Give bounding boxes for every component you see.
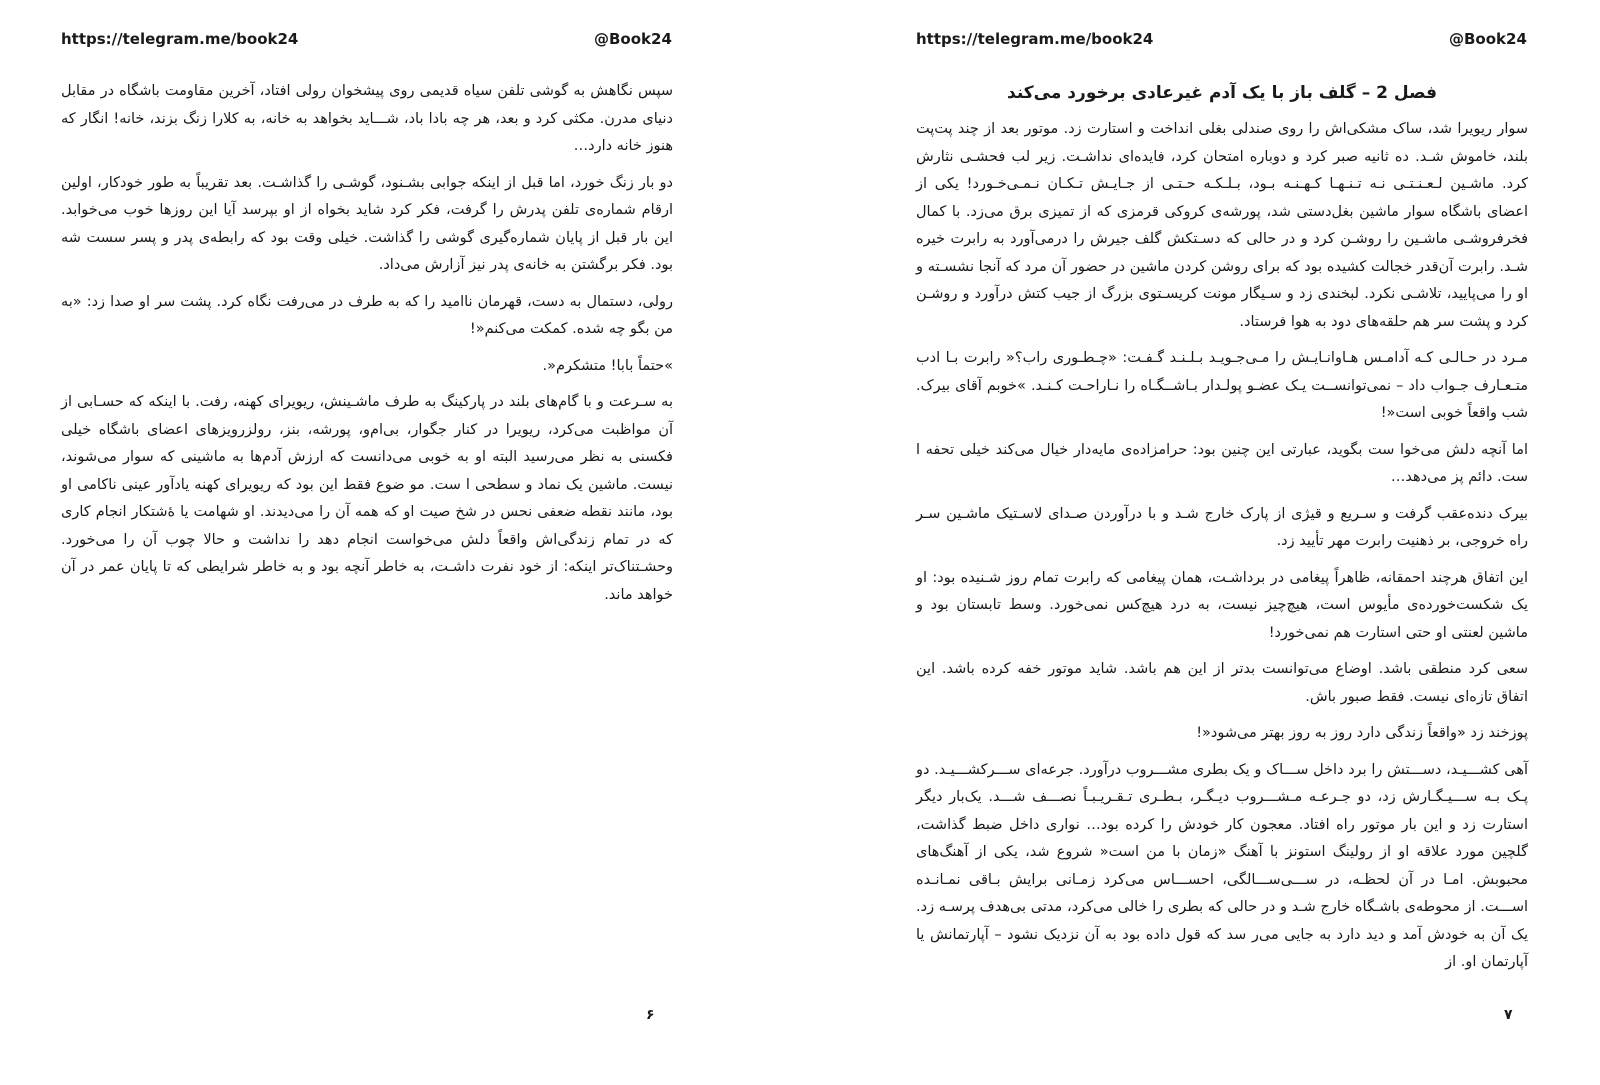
paragraph: دو بار زنگ خورد، اما قبل از اینکه جوابی بشـنود، گوشـی را گذاشـت. بعد تقریباً به طور خودکار، اولین ارقام شماره‌ی تلفن پدرش را گرفت، فکر کرد شاید بخواه از او بپرسد آیا این روزها خوب می‌خوابد. این بار قبل از پایان شماره‌گیری گوشی را گذاشت. خیلی وقت بود که رابطه‌ی پدر و پسر سست شه بود. فکر برگشتن به خانه‌ی پدر نیز آزارش می‌داد. <box>61 174 673 273</box>
paragraph: »حتماً بابا! متشکرم«. <box>542 357 673 374</box>
paragraph: بیرک دنده‌عقب گرفت و سـریع و قیژی از پارک خارج شـد و با درآوردن صـدای لاسـتیک ماشـین سـر راه خروجی، بر ذهنیت رابرت مهر تأیید زد. <box>916 505 1528 549</box>
paragraph: رولی، دستمال به دست، قهرمان ناامید را که به طرف در می‌رفت نگاه کرد. پشت سر او صدا زد: «به من بگو چه شده. کمکت می‌کنم«! <box>61 293 673 337</box>
paragraph: سعی کرد منطقی باشد. اوضاع می‌توانست بدتر از این هم باشد. شاید موتور خفه کرده باشد. این اتفاق تازه‌ای نیست. فقط صبور باش. <box>916 661 1528 705</box>
chapter-title: فصل 2 – گلف باز با یک آدم غیرعادی برخورد می‌کند <box>1007 83 1437 103</box>
paragraph: به سـرعت و با گام‌های بلند در پارکینگ به طرف ماشـینش، ریویرای کهنه، رفت. با اینکه که حسـابی از آن مواظبت می‌کرد، ریویرا در کنار جگوار، بی‌ام‌و، پورشه، بنز، رولزرویزهای اعضای باشگاه خیلی فکسنی به نظر می‌رسید البته او به خوبی می‌دانست که ارزش آدم‌ها به ماشینی که سوار می‌شوند، نیست. ماشین یک نماد و سطحی ا ست. مو ضوع فقط این بود که ریویرای کهنه یادآور عینی ناکامی او بود، مانند نقطه ضعفی نحس در شخ صیت او که همه آن را می‌دیدند. او شهامت یا ۀشتکار انجام کاری که در تمام زندگی‌اش واقعاً دلش می‌خواست انجام دهد را نداشت و حالا چوب آن را می‌خورد. وحشـتناک‌تر اینکه: از خود نفرت داشـت، به خاطر آنچه بود و به خاطر شرایطی که تا پایان عمر در آن خواهد ماند. <box>61 394 673 603</box>
paragraph: آهی کشـــیـد، دســـتش را برد داخل ســـاک و یک بطری مشـــروب درآورد. جرعه‌ای ســـرکشـــیـد. دو پـک بـه ســـیـگـارش زد، دو جـرعـه مـشـــروب دیـگـر، بـطـری تـقـریـبـاً نصـــف شـــد. یک‌بار دیگر استارت زد و این بار موتور راه افتاد. معجون کار خودش را کرده بود… نواری داخل ضبط گذاشت، گلچین مورد علاقه او از رولینگ استونز با آهنگ «زمان با من است« شروع شد، یکی از آهنگ‌های محبوبش. امـا در آن لحظـه، در ســـی‌ســـالگی، احســـاس می‌کرد زمـانی برایش بـاقی نمـانـده اســـت. از محوطه‌ی باشـگاه خارج شـد و در حالی که بطری را خالی می‌کرد، مدتی بی‌هدف پرسـه زد. یک آن به خودش آمد و دید دارد به جایی می‌ر سد که قول داده بود به آن نزدیک نشود – آپارتمانش یا آپارتمان او. از <box>916 761 1528 970</box>
paragraph: سوار ریویرا شد، ساک مشکی‌اش را روی صندلی بغلی انداخت و استارت زد. موتور بعد از چند پت‌پت بلند، خاموش شـد. ده ثانیه صبر کرد و دوباره امتحان کرد، فایده‌ای نداشـت. زیر لب فحشـی نثارش کرد. ماشـین لـعـنـتـی نـه تـنـهـا کـهـنـه بـود، بـلـکـه حـتـی از جـایـش تـکـان نـمـی‌خـورد! یکی از اعضای باشگاه سوار ماشین بغل‌دستی شد، پورشه‌ی کروکی قرمزی که از تمیزی برق می‌زد. با کمال فخرفروشـی ماشـین را روشـن کرد و در حالی که دسـتکش گلف جیرش را درمی‌آورد به رابرت خیره شـد. رابرت آن‌قدر خجالت کشیده بود که برای روشن کردن ماشین در حضور آن مرد که آنجا نشسـته و او را می‌پایید، تلاشـی نکرد. لبخندی زد و سـیگار مونت کریسـتوی بزرگ از جیب کتش درآورد و روشـن کرد و پشت سر هم حلقه‌های دود به هوا فرستاد. <box>916 121 1528 330</box>
header-url: https://telegram.me/book24 <box>61 30 299 48</box>
page-number: ۷ <box>1504 1007 1513 1023</box>
paragraph: مـرد در حـالـی کـه آدامـس هـاوانـایـش را مـی‌جـویـد بـلـنـد گـفـت: «چـطـوری راب؟« رابرت بـا ادب متـعـارف جـواب داد – نمی‌توانســت یـک عضـو پولـدار بـاشــگـاه را نـاراحـت کـنـد. »خوبم آقای بیرک. شب واقعاً خوبی است«! <box>916 350 1528 421</box>
page-number: ۶ <box>646 1007 655 1023</box>
paragraph: پوزخند زد «واقعاً زندگی دارد روز به روز بهتر می‌شود«! <box>1196 725 1528 741</box>
right-page <box>800 0 1600 1085</box>
header-handle: @Book24 <box>594 30 672 48</box>
header-url: https://telegram.me/book24 <box>916 30 1154 48</box>
paragraph: اما آنچه دلش می‌خوا ست بگوید، عبارتی این چنین بود: حرامزاده‌ی مایه‌دار خیال می‌کند خیلی تحفه ا ست. دائم پز می‌دهد… <box>916 441 1528 485</box>
header-handle: @Book24 <box>1449 30 1527 48</box>
paragraph: این اتفاق هرچند احمقانه، ظاهراً پیغامی در برداشـت، همان پیغامی که رابرت تمام روز شـنیده بود: او یک شکست‌خورده‌ی مأیوس است، هیچ‌چیز نیست، به درد هیچ‌کس نمی‌خورد. وسط تابستان بود و ماشین لعنتی او حتی استارت هم نمی‌خورد! <box>916 569 1528 641</box>
left-body-text <box>61 78 673 618</box>
paragraph: سپس نگاهش به گوشی تلفن سیاه قدیمی روی پیشخوان رولی افتاد، آخرین مقاومت باشگاه در مقابل دنیای مدرن. مکثی کرد و بعد، هر چه بادا باد، شـــاید بخواهد به خانه، به کلارا زنگ بزند، خانه! انگار که هنوز خانه دارد… <box>61 83 673 154</box>
right-body-text <box>916 78 1528 986</box>
